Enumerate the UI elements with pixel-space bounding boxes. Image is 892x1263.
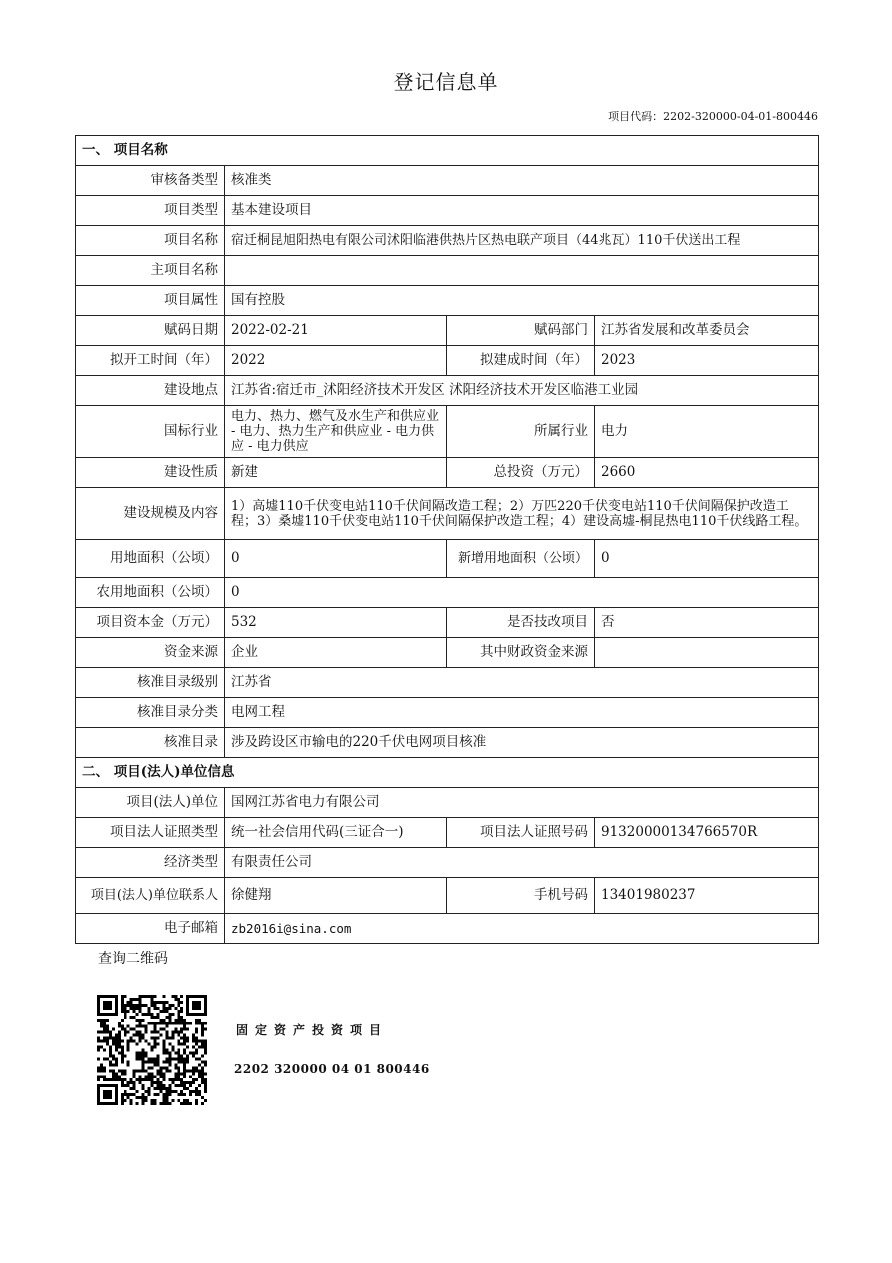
contact-person-value: 徐健翔 [225, 878, 447, 914]
scale-value: 1）高墟110千伏变电站110千伏间隔改造工程；2）万匹220千伏变电站110千伏间隔保护改造工程；3）桑墟110千伏变电站110千伏间隔保护改造工程；4）建设高墟-桐昆热电110千伏线路工程。 [225, 488, 819, 540]
economic-type-label: 经济类型 [76, 848, 225, 878]
qr-label-title: 固定资产投资项目 [236, 1023, 389, 1037]
page-title: 登记信息单 [393, 70, 499, 94]
land-area-value: 0 [225, 540, 447, 578]
catalog-value: 涉及跨设区市输电的220千伏电网项目核准 [225, 728, 819, 758]
project-name-value: 宿迁桐昆旭阳热电有限公司沭阳临港供热片区热电联产项目（44兆瓦）110千伏送出工程 [225, 226, 819, 256]
cert-type-label: 项目法人证照类型 [76, 818, 225, 848]
code-date-label: 赋码日期 [76, 316, 225, 346]
phone-label: 手机号码 [447, 878, 595, 914]
email-value: zb2016i@sina.com [225, 914, 819, 944]
construction-nature-value: 新建 [225, 458, 447, 488]
industry-value: 电力 [595, 406, 819, 458]
farm-land-label: 农用地面积（公顷） [76, 578, 225, 608]
construction-nature-label: 建设性质 [76, 458, 225, 488]
project-type-value: 基本建设项目 [225, 196, 819, 226]
code-date-value: 2022-02-21 [225, 316, 447, 346]
capital-label: 项目资本金（万元） [76, 608, 225, 638]
location-label: 建设地点 [76, 376, 225, 406]
code-dept-value: 江苏省发展和改革委员会 [595, 316, 819, 346]
total-investment-label: 总投资（万元） [447, 458, 595, 488]
catalog-label: 核准目录 [76, 728, 225, 758]
phone-value: 13401980237 [595, 878, 819, 914]
catalog-level-value: 江苏省 [225, 668, 819, 698]
qr-caption: 查询二维码 [98, 951, 168, 967]
new-land-area-value: 0 [595, 540, 819, 578]
national-industry-value: 电力、热力、燃气及水生产和供应业 - 电力、热力生产和供应业 - 电力供应 - 电力供应 [225, 406, 447, 458]
start-year-value: 2022 [225, 346, 447, 376]
qr-label-code: 2202 320000 04 01 800446 [234, 1062, 430, 1076]
project-type-label: 项目类型 [76, 196, 225, 226]
project-attribute-label: 项目属性 [76, 286, 225, 316]
review-type-value: 核准类 [225, 166, 819, 196]
project-name-label: 项目名称 [76, 226, 225, 256]
farm-land-value: 0 [225, 578, 819, 608]
cert-number-value: 91320000134766570R [595, 818, 819, 848]
tech-reform-label: 是否技改项目 [447, 608, 595, 638]
new-land-area-label: 新增用地面积（公顷） [447, 540, 595, 578]
tech-reform-value: 否 [595, 608, 819, 638]
registration-table [75, 135, 819, 944]
main-project-value [225, 256, 819, 286]
email-label: 电子邮箱 [76, 914, 225, 944]
fund-source-value: 企业 [225, 638, 447, 668]
complete-year-label: 拟建成时间（年） [447, 346, 595, 376]
qr-code-icon [97, 995, 207, 1105]
complete-year-value: 2023 [595, 346, 819, 376]
fund-source-label: 资金来源 [76, 638, 225, 668]
national-industry-label: 国标行业 [76, 406, 225, 458]
cert-number-label: 项目法人证照号码 [447, 818, 595, 848]
review-type-label: 审核备类型 [76, 166, 225, 196]
project-attribute-value: 国有控股 [225, 286, 819, 316]
code-dept-label: 赋码部门 [447, 316, 595, 346]
scale-label: 建设规模及内容 [76, 488, 225, 540]
fiscal-source-value [595, 638, 819, 668]
main-project-label: 主项目名称 [76, 256, 225, 286]
start-year-label: 拟开工时间（年） [76, 346, 225, 376]
total-investment-value: 2660 [595, 458, 819, 488]
legal-unit-label: 项目(法人)单位 [76, 788, 225, 818]
economic-type-value: 有限责任公司 [225, 848, 819, 878]
location-value: 江苏省:宿迁市_沭阳经济技术开发区 沭阳经济技术开发区临港工业园 [225, 376, 819, 406]
capital-value: 532 [225, 608, 447, 638]
catalog-class-label: 核准目录分类 [76, 698, 225, 728]
cert-type-value: 统一社会信用代码(三证合一) [225, 818, 447, 848]
fiscal-source-label: 其中财政资金来源 [447, 638, 595, 668]
section-heading-project-name: 一、 项目名称 [76, 136, 819, 166]
contact-person-label: 项目(法人)单位联系人 [76, 878, 225, 914]
industry-label: 所属行业 [447, 406, 595, 458]
section-heading-legal-unit: 二、 项目(法人)单位信息 [76, 758, 819, 788]
catalog-level-label: 核准目录级别 [76, 668, 225, 698]
land-area-label: 用地面积（公顷） [76, 540, 225, 578]
catalog-class-value: 电网工程 [225, 698, 819, 728]
legal-unit-value: 国网江苏省电力有限公司 [225, 788, 819, 818]
project-code-line: 项目代码：2202-320000-04-01-800446 [608, 110, 818, 123]
